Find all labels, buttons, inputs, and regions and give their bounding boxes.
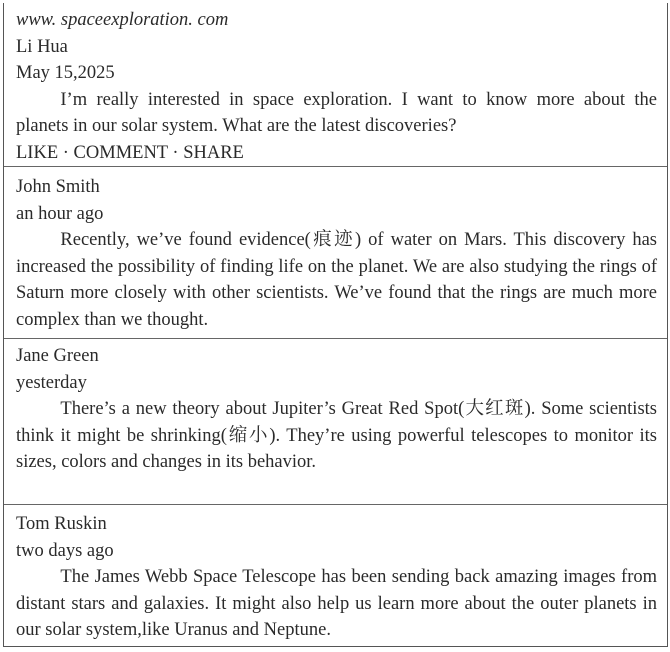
reply: [4, 167, 667, 339]
action-separator: ·: [58, 142, 74, 163]
post-actions: [16, 140, 657, 167]
reply: [4, 339, 667, 505]
post-author: Li Hua: [16, 36, 68, 57]
comment-button[interactable]: COMMENT: [73, 142, 168, 163]
reply-body: There’s a new theory about Jupiter’s Great Red Spot(大红斑). Some scientists think it might be shrinking(缩小). They’re using powerful telescopes to monitor its sizes, colors and changes in its behavior.: [16, 399, 657, 473]
action-separator: ·: [167, 142, 184, 163]
site-url[interactable]: www. spaceexploration. com: [16, 10, 229, 30]
reply-body: The James Webb Space Telescope has been sending back amazing images from distant stars and galaxies. It might also help us learn more about the outer planets in our solar system,like Uranus and Neptune.: [16, 567, 657, 641]
reply: [4, 505, 667, 645]
reply-author: Jane Green: [16, 346, 99, 366]
reply-time: two days ago: [16, 540, 114, 561]
forum-thread: [3, 3, 668, 647]
original-post: [4, 3, 667, 167]
share-button[interactable]: SHARE: [183, 142, 244, 163]
reply-time: yesterday: [16, 372, 87, 393]
reply-body: Recently, we’ve found evidence(痕迹) of water on Mars. This discovery has increased the possibility of finding life on the planet. We are also studying the rings of Saturn more closely with other scientists. We’ve found that the rings are much more complex than we thought.: [16, 230, 657, 330]
post-date: May 15,2025: [16, 63, 115, 84]
like-button[interactable]: LIKE: [16, 142, 59, 163]
reply-author: Tom Ruskin: [16, 514, 107, 534]
reply-time: an hour ago: [16, 203, 104, 224]
reply-author: John Smith: [16, 177, 100, 197]
post-body: I’m really interested in space exploration. I want to know more about the planets in our solar system. What are the latest discoveries?: [16, 89, 657, 137]
